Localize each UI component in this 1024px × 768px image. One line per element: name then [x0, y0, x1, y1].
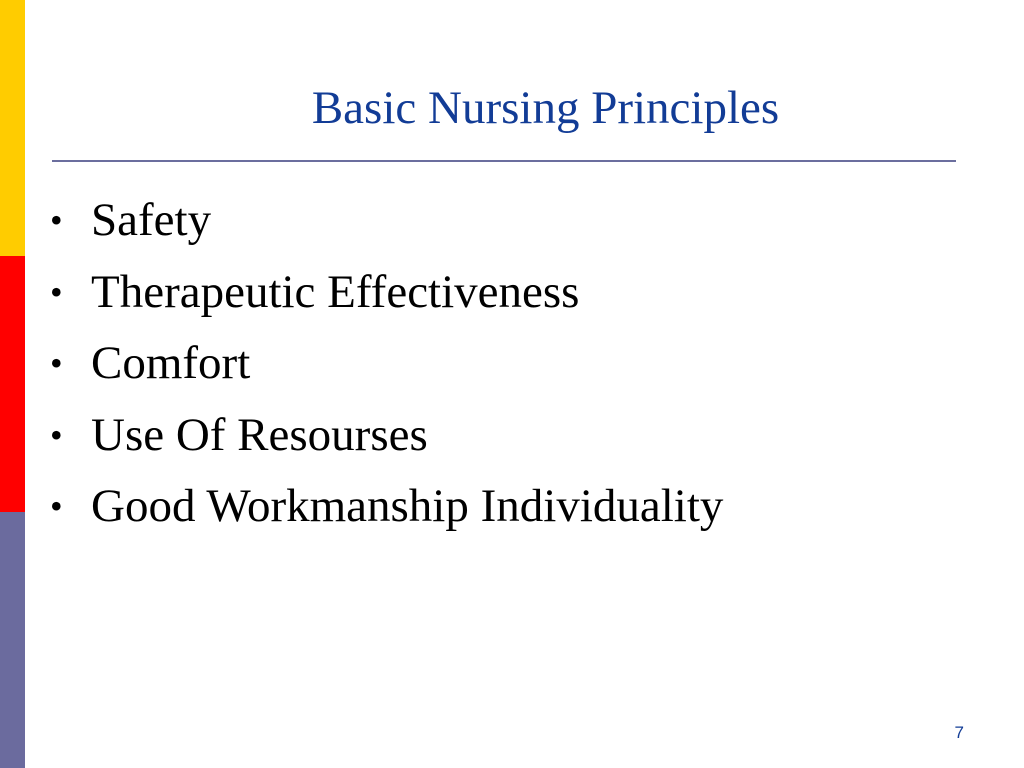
side-bar-purple-segment — [0, 512, 25, 768]
bullet-icon: • — [50, 414, 63, 455]
bullet-item — [50, 476, 723, 548]
bullet-text: Safety — [91, 194, 212, 246]
slide-title: Basic Nursing Principles — [311, 82, 780, 134]
bullet-item — [50, 405, 723, 477]
bullet-text: Good Workmanship Individuality — [91, 480, 724, 532]
bullet-item — [50, 262, 723, 334]
bullet-text: Comfort — [91, 337, 251, 389]
bullet-list — [50, 190, 723, 548]
page-number: 7 — [954, 723, 964, 742]
bullet-icon: • — [50, 343, 63, 383]
bullet-text: Use Of Resourses — [91, 408, 428, 461]
title-divider — [52, 160, 956, 162]
bullet-icon: • — [50, 271, 63, 312]
side-bar-red-segment — [0, 256, 25, 512]
bullet-icon: • — [50, 486, 63, 526]
side-bar-yellow-segment — [0, 0, 25, 256]
bullet-text: Therapeutic Effectiveness — [91, 265, 580, 318]
bullet-item — [50, 190, 723, 262]
bullet-icon: • — [50, 200, 63, 240]
side-color-bar — [0, 0, 25, 768]
bullet-item — [50, 333, 723, 405]
